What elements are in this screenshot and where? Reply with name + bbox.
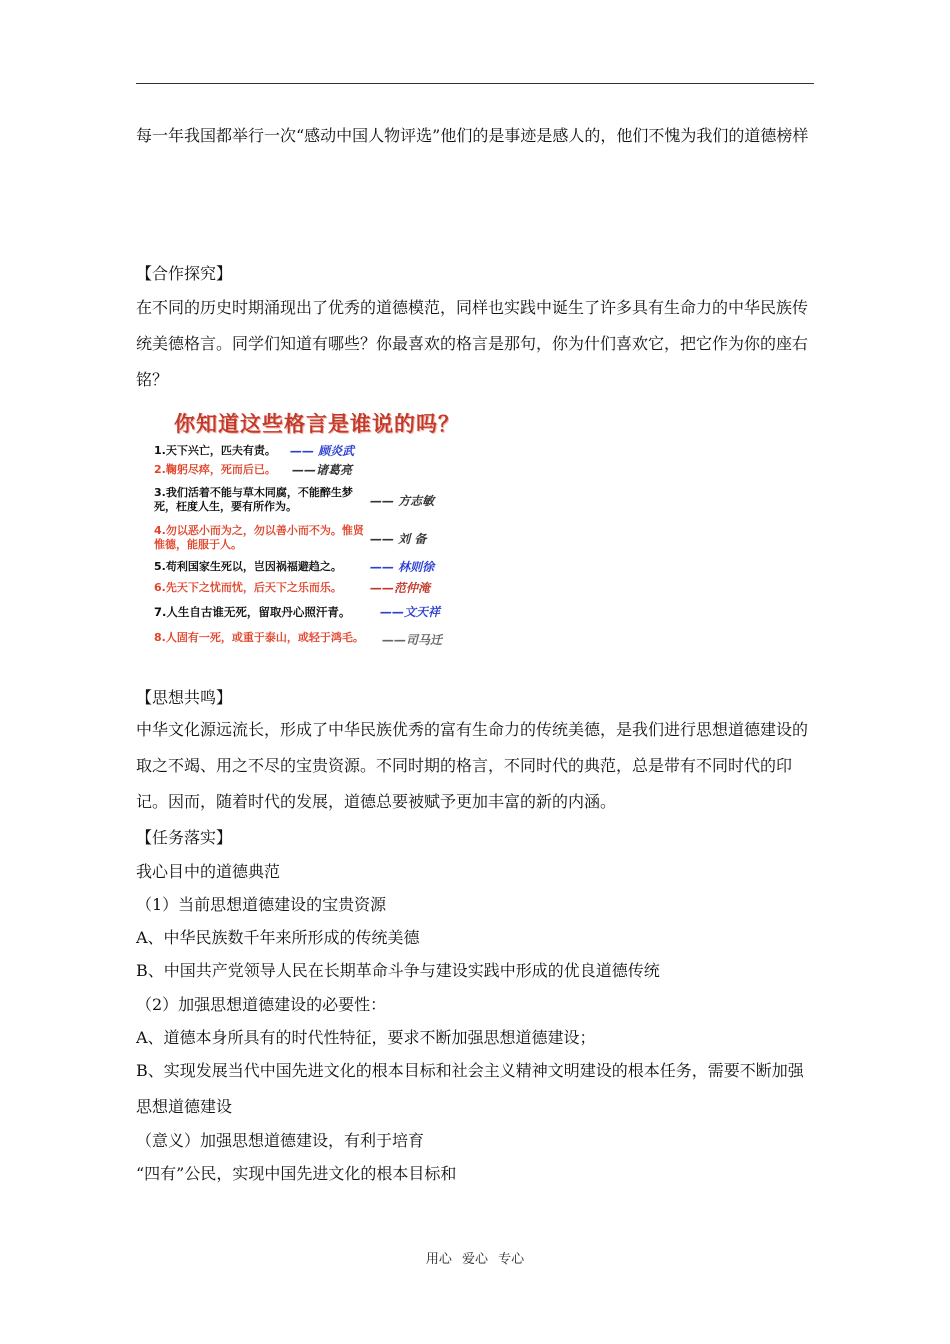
header-rule: [136, 83, 814, 84]
quote-text: 3.我们活着不能与草木同腐，不能醉生梦死，枉度人生，要有所作为。: [154, 486, 353, 513]
quote-author: —— 方志敏: [370, 494, 435, 508]
section-body-cooperate: 在不同的历史时期涌现出了优秀的道德模范，同样也实践中诞生了许多具有生命力的中华民族传统美德格言。同学们知道有哪些？你最喜欢的格言是那句，你为什们喜欢它，把它作为你的座右铭？: [136, 298, 809, 389]
quote-text: 8.人固有一死，或重于泰山，或轻于鸿毛。: [154, 631, 364, 644]
task-meaning: （意义）加强思想道德建设，有利于培育: [136, 1131, 425, 1150]
task-line: （2）加强思想道德建设的必要性：: [136, 995, 387, 1014]
task-four-have: “四有”公民，实现中国先进文化的根本目标和: [136, 1164, 457, 1183]
quote-author: —— 顾炎武: [290, 444, 355, 458]
quote-author: ——范仲淹: [370, 581, 431, 595]
quote-author: ——诸葛亮: [292, 463, 353, 477]
quote-author: ——文天祥: [380, 605, 441, 619]
section-body-resonance: 中华文化源远流长，形成了中华民族优秀的富有生命力的传统美德，是我们进行思想道德建设的取之不竭、用之不尽的宝贵资源。不同时期的格言，不同时代的典范，总是带有不同时代的印记。因而，随着时代的发展，道德总要被赋予更加丰富的新的内涵。: [136, 720, 809, 811]
quote-author: —— 林则徐: [370, 560, 435, 574]
quote-author: —— 刘 备: [370, 532, 427, 546]
quote-text: 1.天下兴亡，匹夫有责。: [154, 444, 276, 457]
quote-text: 5.苟利国家生死以，岂因祸福避趋之。: [154, 560, 342, 573]
task-line: 我心目中的道德典范: [136, 862, 281, 881]
quote-text: 7.人生自古谁无死，留取丹心照汗青。: [154, 605, 351, 619]
task-line: B、中国共产党领导人民在长期革命斗争与建设实践中形成的优良道德传统: [136, 961, 660, 980]
task-line: A、道德本身所具有的时代性特征，要求不断加强思想道德建设；: [136, 1028, 596, 1047]
task-line: A、中华民族数千年来所形成的传统美德: [136, 928, 420, 947]
quotes-figure-title: 你知道这些格言是谁说的吗？: [174, 412, 460, 436]
section-heading-tasks: 【任务落实】: [136, 828, 233, 847]
page-footer: 用心 爱心 专心: [425, 1252, 525, 1267]
section-heading-resonance: 【思想共鸣】: [136, 688, 233, 707]
intro-paragraph: 每一年我国都举行一次“感动中国人物评选”他们的是事迹是感人的，他们不愧为我们的道德榜样: [136, 126, 809, 145]
quotes-figure: [148, 408, 458, 654]
quote-text: 2.鞠躬尽瘁，死而后已。: [154, 463, 276, 476]
task-line: （1）当前思想道德建设的宝贵资源: [136, 895, 387, 914]
quote-author: ——司马迁: [382, 633, 443, 647]
section-heading-cooperate: 【合作探究】: [136, 264, 233, 283]
quote-text: 4.勿以恶小而为之，勿以善小而不为。惟贤惟德，能服于人。: [154, 524, 364, 551]
task-paragraph-b: B、实现发展当代中国先进文化的根本目标和社会主义精神文明建设的根本任务，需要不断加强思想道德建设: [136, 1061, 804, 1116]
quote-text: 6.先天下之忧而忧，后天下之乐而乐。: [154, 581, 342, 594]
